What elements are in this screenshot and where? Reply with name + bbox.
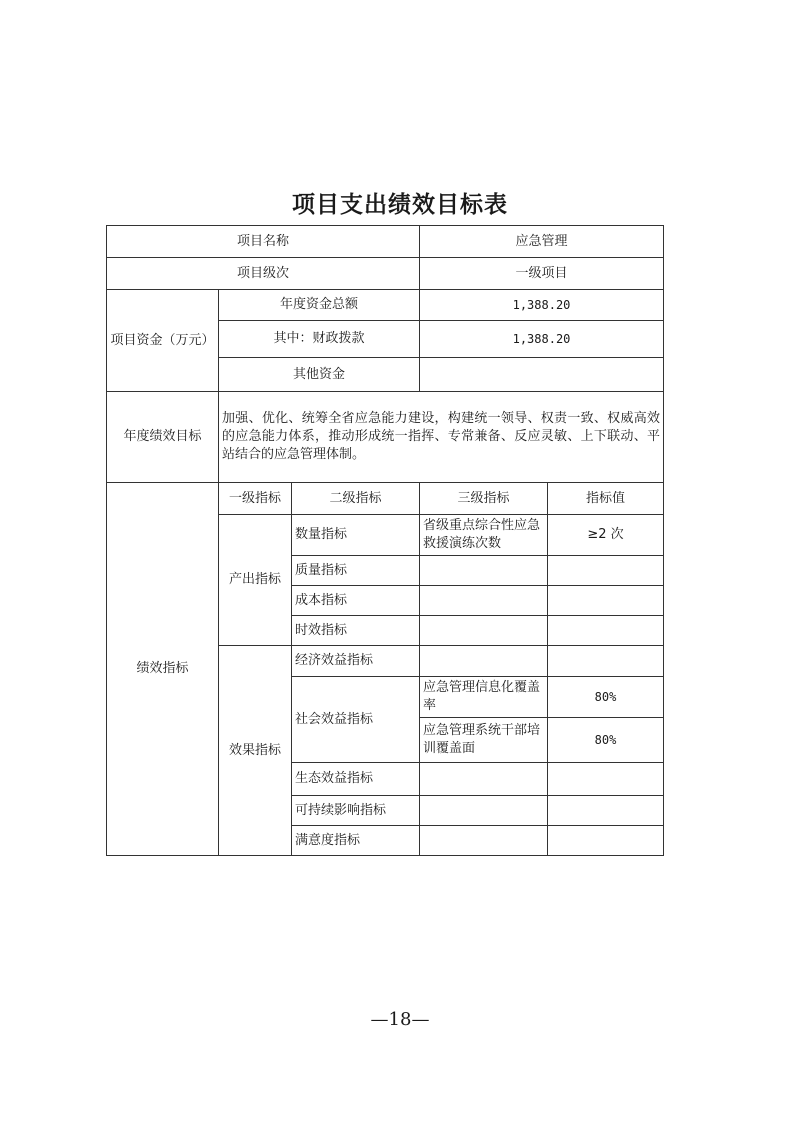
header-value: 指标值 [548, 483, 664, 515]
annual-goal-label: 年度绩效目标 [107, 392, 219, 483]
other-funds-label: 其他资金 [219, 358, 420, 392]
satisfaction-indicator-value [548, 826, 664, 856]
economic-indicator-item [420, 646, 548, 677]
quality-indicator-value [548, 556, 664, 586]
annual-total-value: 1,388.20 [420, 290, 664, 321]
project-level-value: 一级项目 [420, 258, 664, 290]
sustainable-indicator-item [420, 796, 548, 826]
indicators-label: 绩效指标 [107, 483, 219, 856]
other-funds-value [420, 358, 664, 392]
project-name-value: 应急管理 [420, 226, 664, 258]
social-indicator-item-2: 应急管理系统干部培训覆盖面 [420, 718, 548, 763]
project-level-label: 项目级次 [107, 258, 420, 290]
project-name-label: 项目名称 [107, 226, 420, 258]
effect-indicator-label: 效果指标 [219, 646, 292, 856]
economic-indicator-value [548, 646, 664, 677]
header-level2: 二级指标 [292, 483, 420, 515]
quantity-indicator-value: ≥2 次 [548, 515, 664, 556]
row-indicator-headers [107, 483, 664, 515]
economic-indicator-label: 经济效益指标 [292, 646, 420, 677]
quality-indicator-item [420, 556, 548, 586]
social-indicator-label: 社会效益指标 [292, 677, 420, 763]
satisfaction-indicator-label: 满意度指标 [292, 826, 420, 856]
row-annual-goal [107, 392, 664, 483]
timeliness-indicator-value [548, 616, 664, 646]
annual-goal-text: 加强、优化、统筹全省应急能力建设，构建统一领导、权责一致、权威高效的应急能力体系，推动形成统一指挥、专常兼备、反应灵敏、上下联动、平站结合的应急管理体制。 [219, 392, 664, 483]
performance-table [106, 225, 664, 856]
satisfaction-indicator-item [420, 826, 548, 856]
ecological-indicator-item [420, 763, 548, 796]
timeliness-indicator-item [420, 616, 548, 646]
fiscal-label: 其中：财政拨款 [219, 321, 420, 358]
page-number: —18— [370, 1009, 430, 1030]
table-title: 项目支出绩效目标表 [292, 191, 508, 218]
sustainable-indicator-value [548, 796, 664, 826]
social-indicator-value-1: 80% [548, 677, 664, 718]
quantity-indicator-label: 数量指标 [292, 515, 420, 556]
ecological-indicator-value [548, 763, 664, 796]
timeliness-indicator-label: 时效指标 [292, 616, 420, 646]
social-indicator-value-2: 80% [548, 718, 664, 763]
fiscal-value: 1,388.20 [420, 321, 664, 358]
social-indicator-item-1: 应急管理信息化覆盖率 [420, 677, 548, 718]
annual-total-label: 年度资金总额 [219, 290, 420, 321]
ecological-indicator-label: 生态效益指标 [292, 763, 420, 796]
row-annual-total [107, 290, 664, 321]
sustainable-indicator-label: 可持续影响指标 [292, 796, 420, 826]
cost-indicator-item [420, 586, 548, 616]
cost-indicator-value [548, 586, 664, 616]
header-level3: 三级指标 [420, 483, 548, 515]
row-project-level [107, 258, 664, 290]
row-project-name [107, 226, 664, 258]
output-indicator-label: 产出指标 [219, 515, 292, 646]
header-level1: 一级指标 [219, 483, 292, 515]
quality-indicator-label: 质量指标 [292, 556, 420, 586]
cost-indicator-label: 成本指标 [292, 586, 420, 616]
quantity-indicator-item: 省级重点综合性应急救援演练次数 [420, 515, 548, 556]
funds-label: 项目资金（万元） [107, 290, 219, 392]
